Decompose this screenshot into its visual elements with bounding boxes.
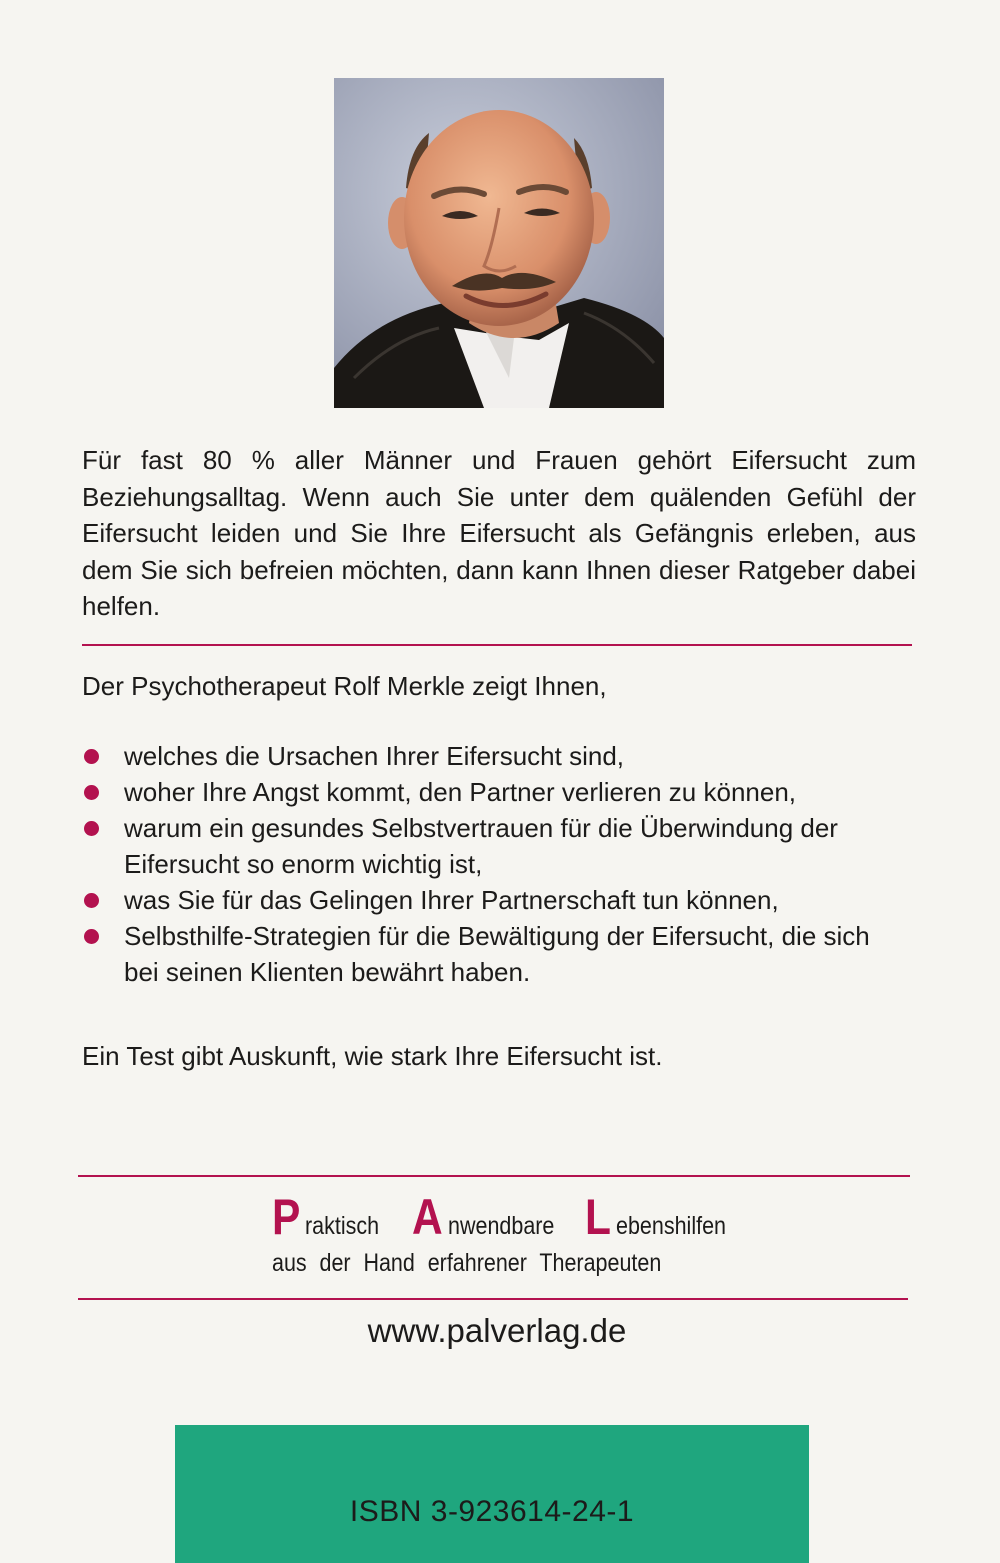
bullet-dot-icon xyxy=(84,785,99,800)
series-word-a: nwendbare xyxy=(447,1212,555,1240)
blurb-paragraph: Für fast 80 % aller Männer und Frauen gehört Eifersucht zum Beziehungsalltag. Wenn auch Sie unter dem quälenden Gefühl der Eifersucht leiden und Sie Ihre Eifersucht als Gefängnis erleben, aus dem Sie sich befreien möchten, dann kann Ihnen dieser Ratgeber dabei helfen. xyxy=(82,445,916,621)
divider-series-top xyxy=(78,1175,910,1177)
series-letter-a: A xyxy=(411,1189,443,1245)
divider-top xyxy=(82,644,912,646)
list-item-text: woher Ihre Angst kommt, den Partner verlieren zu können, xyxy=(124,777,797,807)
bullet-dot-icon xyxy=(84,893,99,908)
series-word-p: raktisch xyxy=(305,1212,380,1240)
series-letter-l: L xyxy=(585,1189,612,1245)
series-title xyxy=(272,1189,732,1245)
author-portrait-image xyxy=(334,78,664,408)
isbn-box xyxy=(175,1425,809,1563)
series-word-l: ebenshilfen xyxy=(615,1212,726,1240)
list-item-text: Selbsthilfe-Strategien für die Bewältigung der Eifersucht, die sich bei seinen Klienten bewährt haben. xyxy=(124,921,870,987)
series-letter-p: P xyxy=(272,1189,301,1245)
list-item-text: warum ein gesundes Selbstvertrauen für die Überwindung der Eifersucht so enorm wichtig ist, xyxy=(124,813,838,879)
bullet-dot-icon xyxy=(84,929,99,944)
closing-line: Ein Test gibt Auskunft, wie stark Ihre Eifersucht ist. xyxy=(82,1041,663,1071)
isbn-number: ISBN 3-923614-24-1 xyxy=(349,1495,635,1528)
publisher-url-text: www.palverlag.de xyxy=(367,1312,627,1349)
list-item xyxy=(82,774,882,810)
list-item xyxy=(82,882,882,918)
series-tagline: aus der Hand erfahrener Therapeuten xyxy=(272,1249,662,1277)
series-logo xyxy=(272,1189,732,1278)
benefit-list xyxy=(82,738,882,990)
list-item xyxy=(82,738,882,774)
list-item-text: was Sie für das Gelingen Ihrer Partnerschaft tun können, xyxy=(124,885,779,915)
divider-series-bottom xyxy=(78,1298,908,1300)
publisher-url xyxy=(0,1312,1000,1350)
bullet-dot-icon xyxy=(84,749,99,764)
author-photo xyxy=(334,78,664,408)
intro-line: Der Psychotherapeut Rolf Merkle zeigt Ihnen, xyxy=(82,671,607,701)
list-item xyxy=(82,918,882,990)
list-item xyxy=(82,810,882,882)
list-item-text: welches die Ursachen Ihrer Eifersucht sind, xyxy=(124,741,625,771)
bullet-dot-icon xyxy=(84,821,99,836)
